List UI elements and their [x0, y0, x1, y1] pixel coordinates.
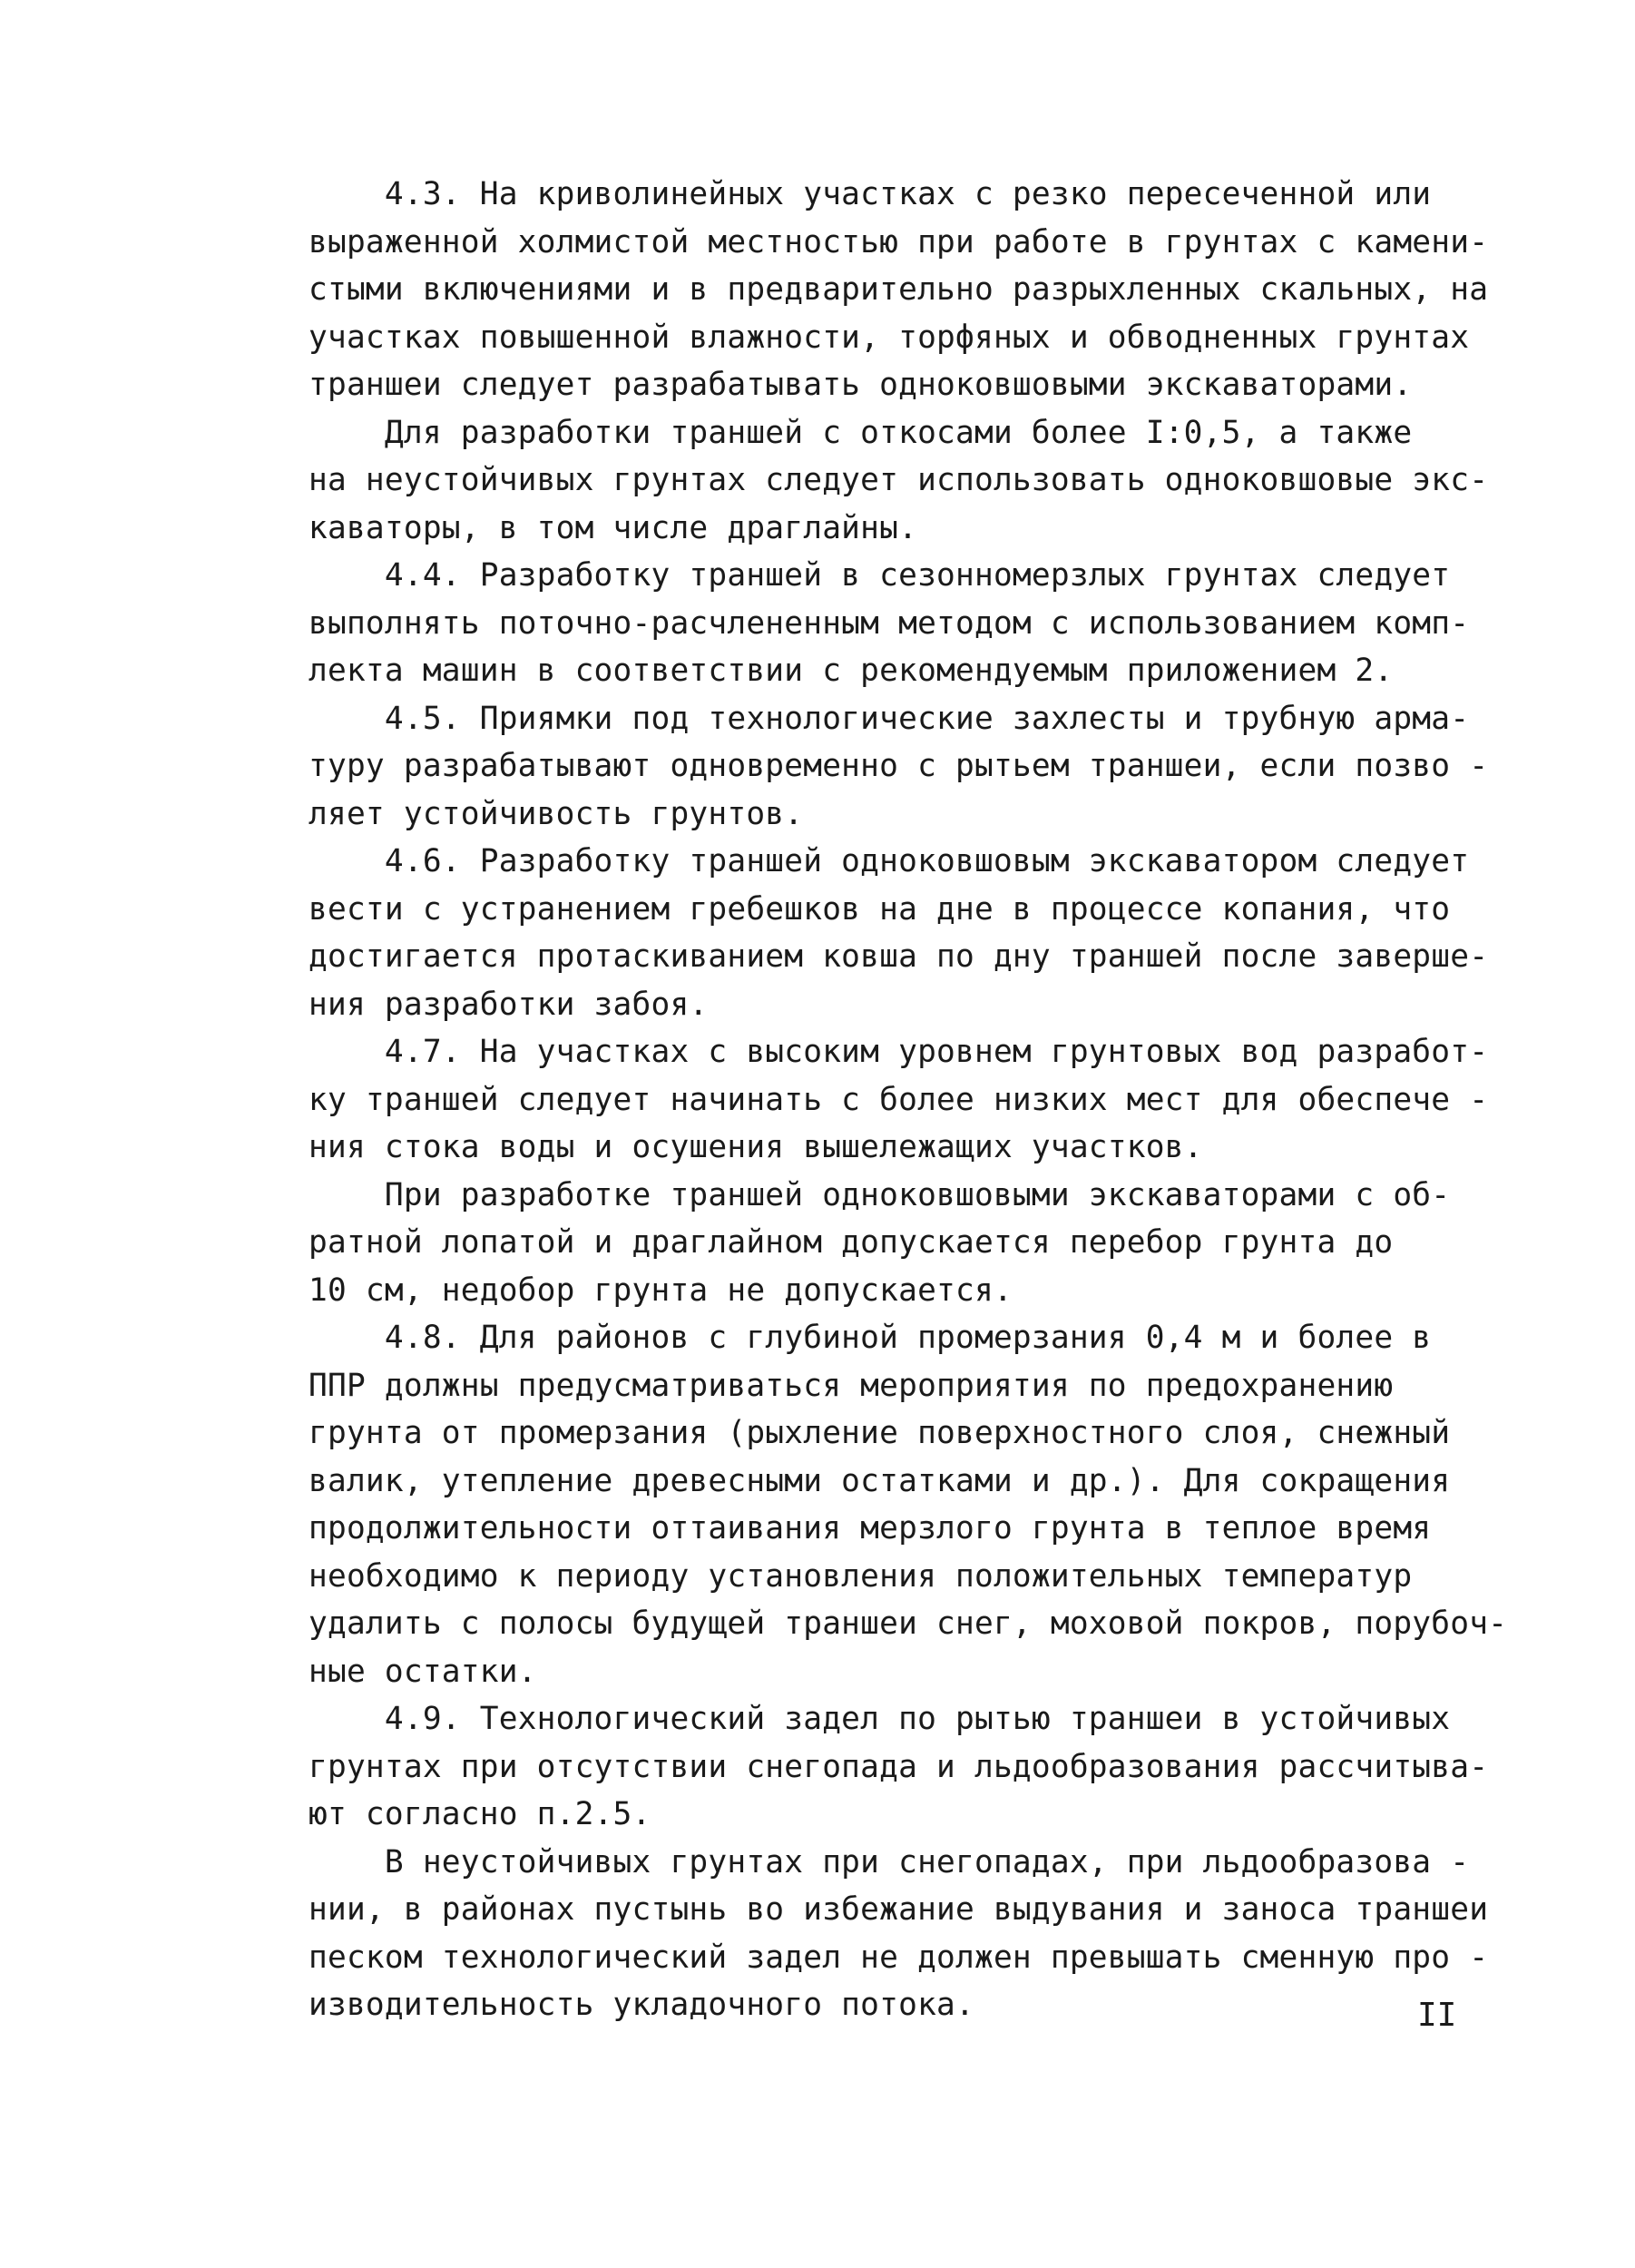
text-line: Для разработки траншей с откосами более I:0,5, а также — [308, 414, 1413, 451]
text-line: ратной лопатой и драглайном допускается перебор грунта до — [308, 1224, 1394, 1261]
text-line: В неустойчивых грунтах при снегопадах, при льдообразова - — [308, 1843, 1470, 1880]
text-line: траншеи следует разрабатывать одноковшовыми экскаваторами. — [308, 367, 1413, 403]
text-line: ные остатки. — [308, 1653, 537, 1690]
text-line: изводительность укладочного потока. — [308, 1987, 974, 2023]
text-line: вести с устранением гребешков на дне в процессе копания, что — [308, 890, 1451, 928]
text-line: продолжительности оттаивания мерзлого грунта в теплое время — [308, 1510, 1432, 1546]
text-line: ку траншей следует начинать с более низких мест для обеспече - — [308, 1081, 1489, 1118]
text-line: 4.8. Для районов с глубиной промерзания 0,4 м и более в — [308, 1320, 1432, 1356]
text-line: выраженной холмистой местностью при работе в грунтах с камени- — [308, 223, 1489, 260]
page-number: II — [1417, 1997, 1457, 2034]
text-line: выполнять поточно-расчлененным методом с использованием комп- — [308, 604, 1470, 642]
text-line: песком технологический задел не должен превышать сменную про - — [308, 1939, 1489, 1976]
text-line: валик, утепление древесными остатками и др.). Для сокращения — [308, 1462, 1451, 1499]
text-line: стыми включениями и в предварительно разрыхленных скальных, на — [308, 271, 1489, 308]
text-line: 10 см, недобор грунта не допускается. — [308, 1271, 1013, 1309]
body-text — [308, 171, 1506, 2029]
text-line: 4.7. На участках с высоким уровнем грунтовых вод разработ- — [308, 1034, 1489, 1070]
text-line: 4.5. Приямки под технологические захлесты и трубную арма- — [308, 700, 1470, 737]
text-line: грунта от промерзания (рыхление поверхностного слоя, снежный — [308, 1415, 1451, 1451]
text-line: 4.9. Технологический задел по рытью траншеи в устойчивых — [308, 1701, 1451, 1737]
text-line: участках повышенной влажности, торфяных и обводненных грунтах — [308, 319, 1470, 356]
text-line: достигается протаскиванием ковша по дну траншей после заверше- — [308, 938, 1489, 975]
text-line: ния разработки забоя. — [308, 986, 709, 1023]
text-line: грунтах при отсутствии снегопада и льдообразования рассчитыва- — [308, 1748, 1489, 1785]
text-line: 4.6. Разработку траншей одноковшовым экскаватором следует — [308, 843, 1470, 879]
text-line: ют согласно п.2.5. — [308, 1796, 651, 1832]
text-line: ляет устойчивость грунтов. — [308, 795, 804, 832]
text-line: При разработке траншей одноковшовыми экскаваторами с об- — [308, 1176, 1451, 1213]
text-line: удалить с полосы будущей траншеи снег, моховой покров, порубоч- — [308, 1605, 1508, 1642]
text-line: туру разрабатывают одновременно с рытьем траншеи, если позво - — [308, 748, 1489, 784]
text-line: каваторы, в том числе драглайны. — [308, 509, 918, 546]
text-line: на неустойчивых грунтах следует использовать одноковшовые экс- — [308, 462, 1489, 498]
text-line: лекта машин в соответствии с рекомендуемым приложением 2. — [308, 653, 1394, 689]
text-line: ния стока воды и осушения вышележащих участков. — [308, 1129, 1203, 1165]
text-line: 4.4. Разработку траншей в сезонномерзлых грунтах следует — [308, 557, 1451, 594]
text-line: необходимо к периоду установления положительных температур — [308, 1557, 1413, 1595]
text-line: 4.3. На криволинейных участках с резко пересеченной или — [308, 176, 1432, 212]
text-line: нии, в районах пустынь во избежание выдувания и заноса траншеи — [308, 1891, 1489, 1928]
text-line: ППР должны предусматриваться мероприятия по предохранению — [308, 1367, 1394, 1404]
